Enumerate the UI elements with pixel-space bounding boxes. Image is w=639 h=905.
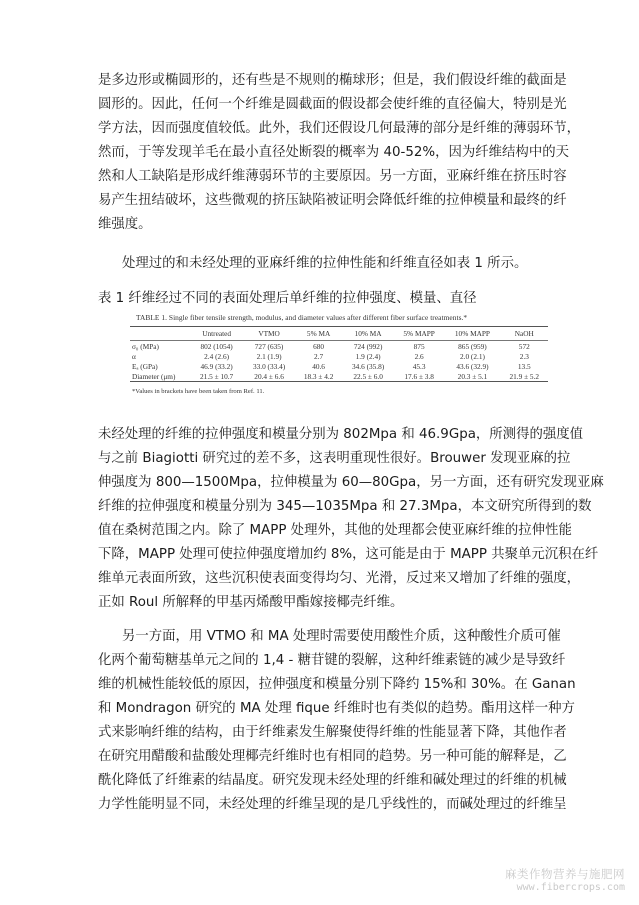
paragraph-3-line-4: 纤维的拉伸强度和模量分别为 345—1035Mpa 和 27.3Mpa，本文研究所得到的数: [98, 499, 592, 514]
table-cell: 33.0 (33.4): [252, 361, 286, 371]
watermark-site-name: 麻类作物营养与施肥网: [505, 867, 625, 881]
table-header-cell: 5% MA: [306, 329, 331, 338]
paragraph-4-line-7: 酰化降低了纤维素的结晶度。研究发现未经处理的纤维和碱处理过的纤维的机械: [98, 773, 567, 788]
paragraph-3-line-8: 正如 Roul 所解释的甲基丙烯酸甲酯嫁接椰壳纤维。: [98, 595, 404, 610]
table-header-cell: Untreated: [202, 329, 231, 338]
paragraph-1-line-2: 圆形的。因此，任何一个纤维是圆截面的假设都会使纤维的直径偏大，特别是光: [98, 97, 567, 112]
table-cell: 802 (1054): [200, 341, 233, 351]
paragraph-4-line-4: 和 Mondragon 研究的 MA 处理 fique 纤维时也有类似的趋势。酯用这样一种方: [98, 701, 575, 716]
table-cell: Eₐ (GPa): [132, 361, 158, 371]
paragraph-3-line-3: 伸强度为 800—1500Mpa，拉伸模量为 60—80Gpa，另一方面，还有研究发现亚麻: [98, 475, 604, 490]
table-cell: α: [132, 351, 136, 361]
paragraph-4-line-3: 维的机械性能较低的原因，拉伸强度和模量分别下降约 15%和 30%。在 Ganan: [98, 677, 576, 692]
table-row: [130, 371, 548, 381]
table-cell: 13.5: [517, 361, 531, 371]
table-cell: 34.6 (35.8): [351, 361, 385, 371]
table-header-cell: VTMO: [258, 329, 280, 338]
table-cell: 20.3 ± 5.1: [457, 371, 488, 381]
table-header-cell: NaOH: [514, 329, 534, 338]
table-cell: 40.6: [312, 361, 325, 371]
table-cell: 727 (635): [254, 341, 284, 351]
paragraph-3-line-6: 下降，MAPP 处理可使拉伸强度增加约 8%，这可能是由于 MAPP 共聚单元沉积在纤: [98, 547, 599, 562]
table-header-row: [130, 327, 548, 341]
paragraph-1-line-4: 然而，于等发现羊毛在最小直径处断裂的概率为 40-52%，因为纤维结构中的天: [98, 145, 569, 160]
table-cell: 17.6 ± 3.8: [404, 371, 434, 381]
table-cell: 1.9 (2.4): [355, 351, 381, 361]
table-cell: 43.6 (32.9): [456, 361, 489, 371]
table-cell: 875: [413, 341, 425, 351]
paragraph-1-line-5: 然和人工缺陷是形成纤维薄弱环节的主要原因。另一方面，亚麻纤维在挤压时容: [98, 169, 567, 184]
table-cell: 572: [518, 341, 530, 351]
table-cell: 2.6: [414, 351, 424, 361]
table-cell: σ₀ (MPa): [132, 341, 159, 351]
table-cell: 2.7: [314, 351, 324, 361]
paragraph-4-line-8: 力学性能明显不同，未经处理的纤维呈现的是几乎线性的，而碱处理过的纤维呈: [98, 797, 567, 812]
table-cell: 2.4 (2.6): [204, 351, 230, 361]
table-header-cell: [130, 327, 190, 341]
table-cell: 21.5 ± 10.7: [200, 371, 234, 381]
table-cell: 2.3: [519, 351, 529, 361]
paragraph-1-line-7: 维强度。: [98, 217, 152, 232]
paragraph-3-line-5: 值在桑树范围之内。除了 MAPP 处理外，其他的处理都会使亚麻纤维的拉伸性能: [98, 523, 572, 538]
table-header-cell: 10% MAPP: [454, 329, 490, 338]
table-cell: 18.3 ± 4.2: [303, 371, 334, 381]
table-row: [130, 341, 548, 351]
watermark-url: www.fibercrops.com: [516, 882, 625, 893]
table-cell: 2.0 (2.1): [459, 351, 485, 361]
data-table: [130, 327, 548, 381]
table-footnote: *Values in brackets have been taken from Ref. 11.: [132, 388, 265, 395]
paragraph-3-line-1: 未经处理的纤维的拉伸强度和模量分别为 802Mpa 和 46.9Gpa，所测得的强度值: [98, 427, 584, 442]
table-cell: 22.5 ± 6.0: [353, 371, 383, 381]
table-cell: 865 (959): [458, 341, 487, 351]
table-header-cell: 10% MA: [354, 329, 382, 338]
table-cell: 46.9 (33.2): [200, 361, 233, 371]
table-row: [130, 351, 548, 361]
table-cell: 20.4 ± 6.6: [254, 371, 284, 381]
table-caption: 表 1 纤维经过不同的表面处理后单纤维的拉伸强度、模量、直径: [98, 291, 477, 306]
paragraph-1-line-3: 学方法，因而强度值较低。此外，我们还假设几何最薄的部分是纤维的薄弱环节，: [98, 121, 581, 136]
table-cell: 21.9 ± 5.2: [509, 371, 540, 381]
table-title: TABLE 1. Single fiber tensile strength, modulus, and diameter values after different fiber surface treatments.*: [136, 313, 468, 322]
table-row: [130, 361, 548, 371]
paragraph-4-line-2: 化两个葡萄糖基单元之间的 1,4 - 糖苷键的裂解，这种纤维素链的减少是导致纤: [98, 653, 566, 668]
table-cell: 680: [313, 341, 325, 351]
paragraph-2: 处理过的和未经处理的亚麻纤维的拉伸性能和纤维直径如表 1 所示。: [122, 256, 528, 271]
paragraph-4-line-1: 另一方面，用 VTMO 和 MA 处理时需要使用酸性介质，这种酸性介质可催: [122, 629, 561, 644]
table-cell: 2.1 (1.9): [256, 351, 282, 361]
table-cell: 724 (992): [353, 341, 383, 351]
table-cell: Diameter (μm): [132, 371, 176, 381]
data-table-figure: [130, 313, 548, 395]
table-header-cell: 5% MAPP: [403, 329, 435, 338]
paragraph-1-line-1: 是多边形或椭圆形的，还有些是不规则的椭球形；但是，我们假设纤维的截面是: [98, 73, 567, 88]
paragraph-4-line-5: 式来影响纤维的结构，由于纤维素发生解聚使得纤维的性能显著下降，其他作者: [98, 725, 567, 740]
paragraph-3-line-7: 维单元表面所致，这些沉积使表面变得均匀、光滑，反过来又增加了纤维的强度，: [98, 571, 581, 586]
site-watermark: [505, 866, 625, 893]
table-bottom-rule: [130, 381, 548, 382]
paragraph-4-line-6: 在研究用醋酸和盐酸处理椰壳纤维时也有相同的趋势。另一种可能的解释是，乙: [98, 749, 567, 764]
paragraph-1-line-6: 易产生扭结破坏，这些微观的挤压缺陷被证明会降低纤维的拉伸模量和最终的纤: [98, 193, 567, 208]
paragraph-3-line-2: 与之前 Biagiotti 研究过的差不多，这表明重现性很好。Brouwer 发现亚麻的拉: [98, 451, 571, 466]
table-cell: 45.3: [412, 361, 426, 371]
